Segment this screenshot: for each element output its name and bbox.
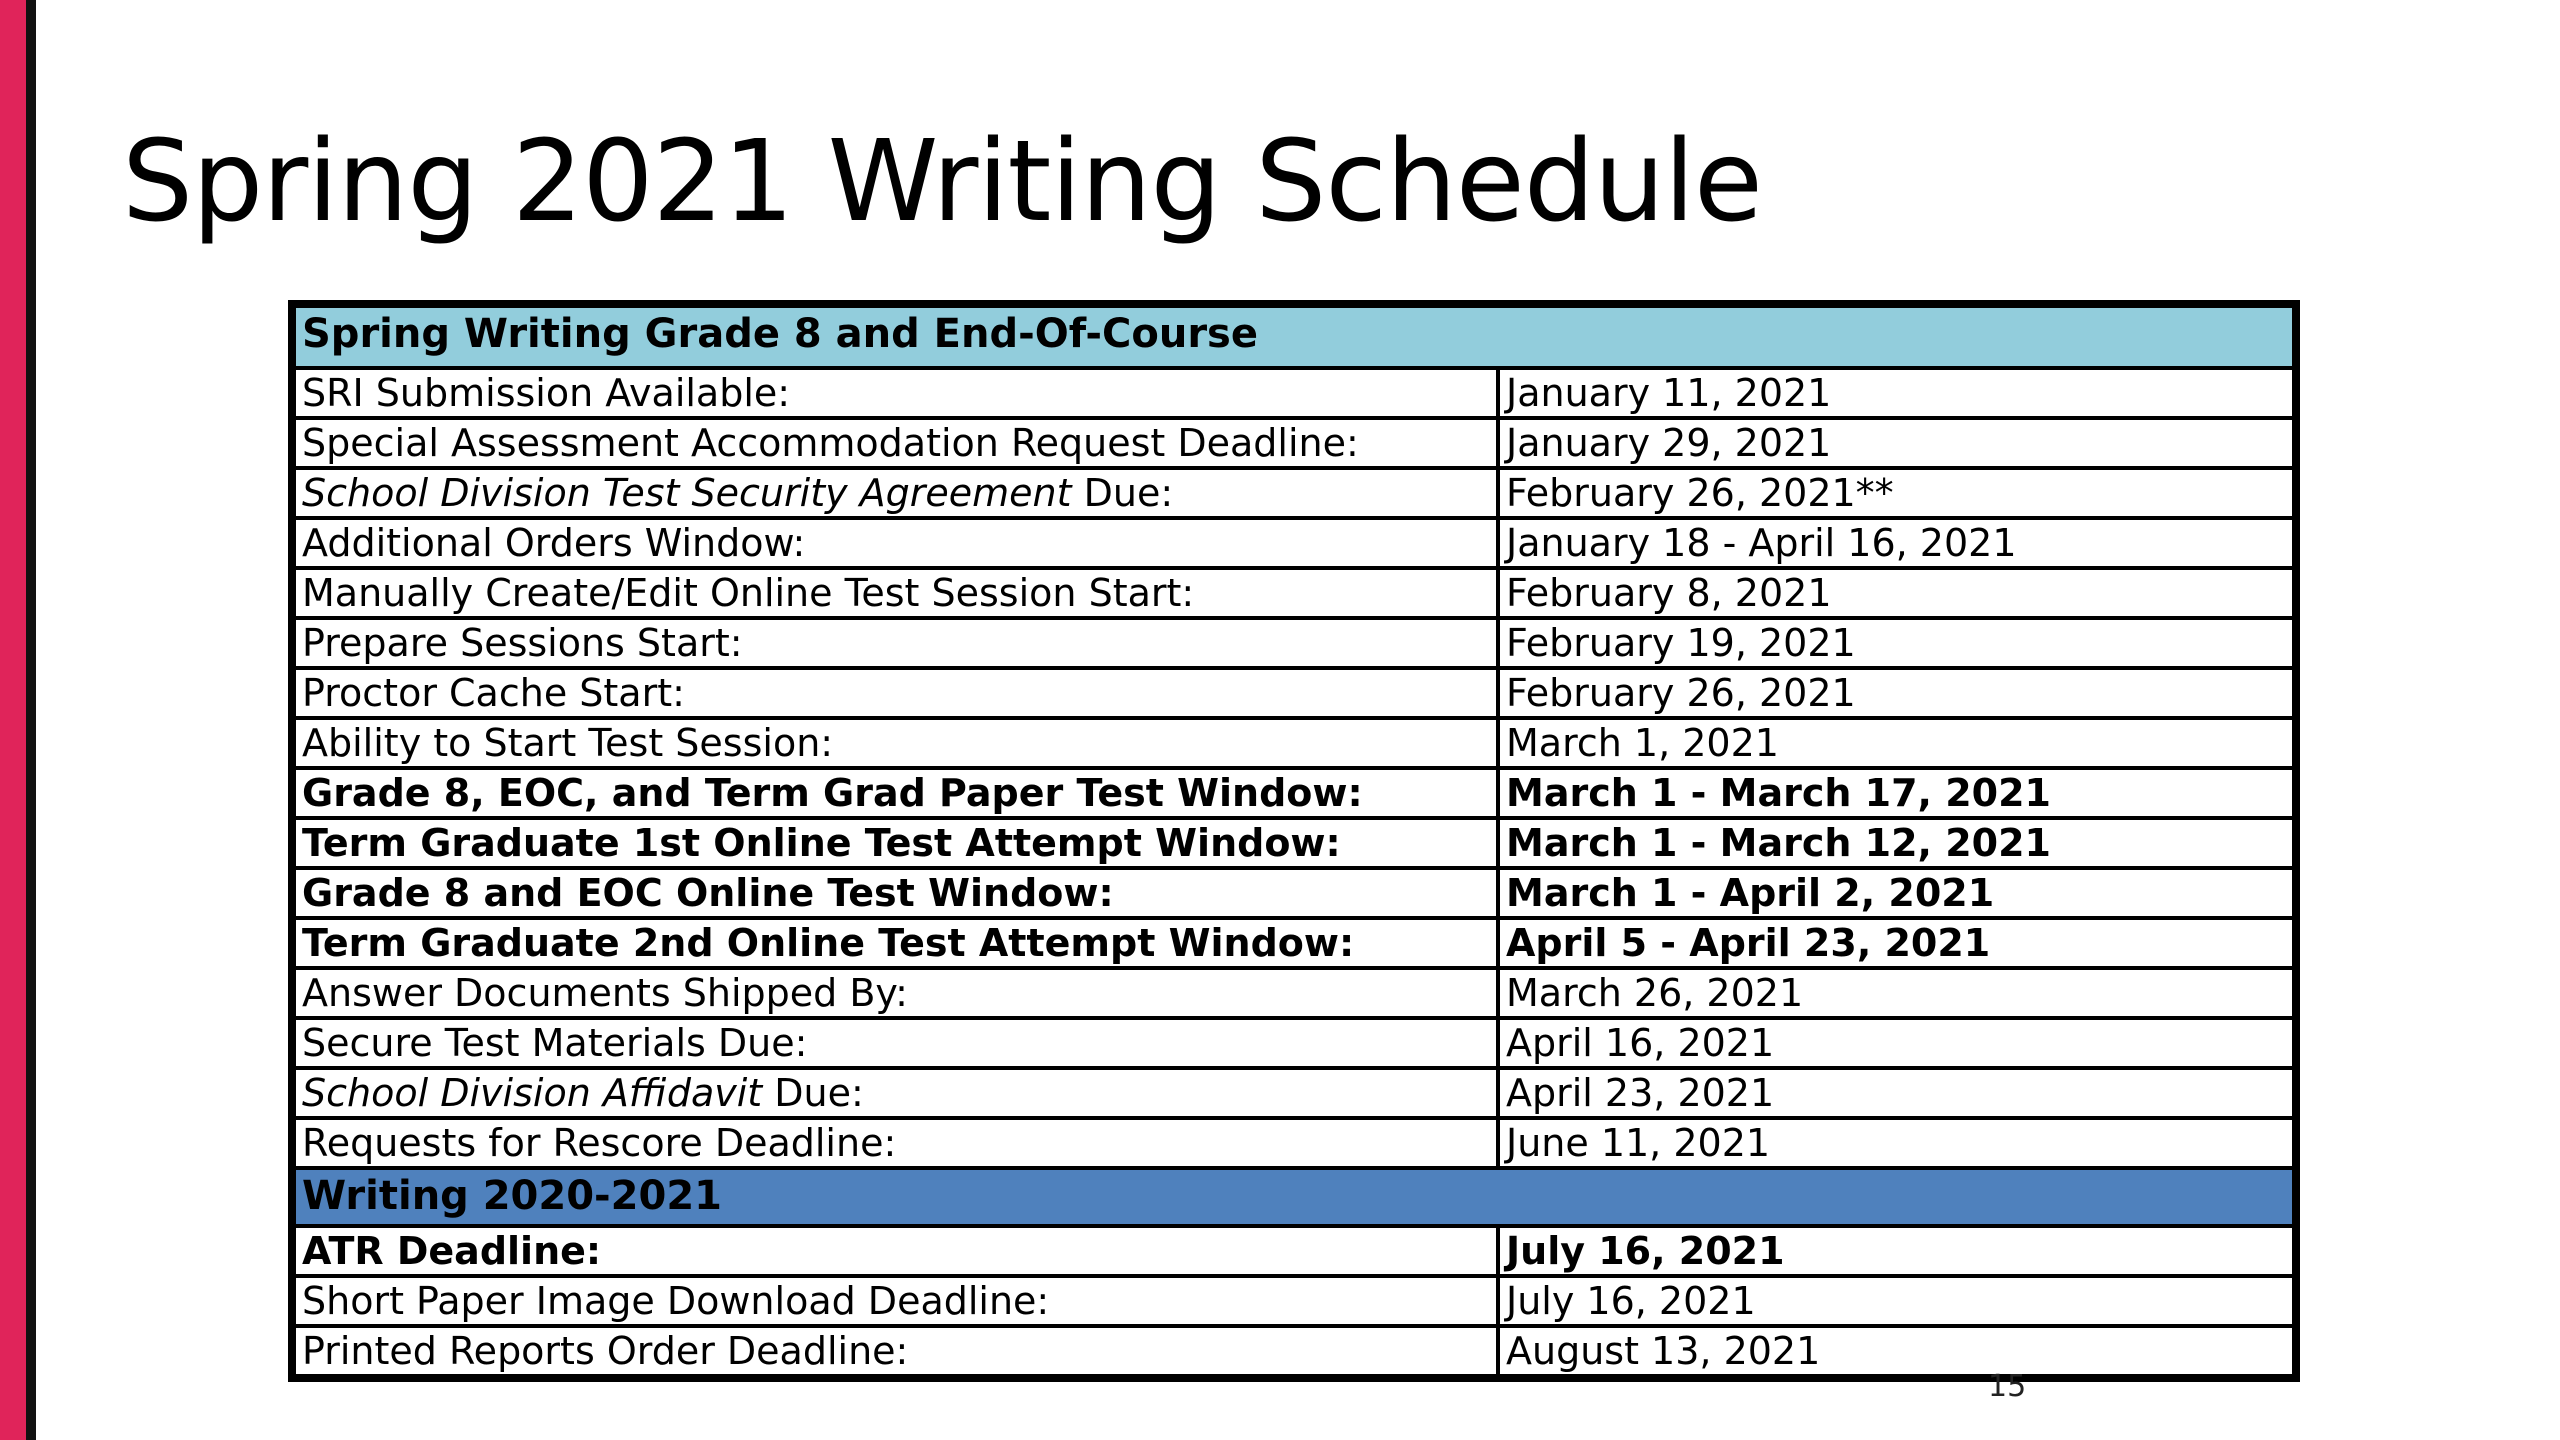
- row-label: [296, 1070, 1500, 1116]
- row-date: February 26, 2021: [1506, 671, 1856, 715]
- row-date: July 16, 2021: [1506, 1279, 1756, 1323]
- row-label: Manually Create/Edit Online Test Session Start:: [296, 570, 1500, 616]
- page-title: Spring 2021 Writing Schedule: [122, 117, 1762, 247]
- row-date: July 16, 2021: [1506, 1229, 1785, 1273]
- table-row: [296, 1066, 2292, 1116]
- table-row: [296, 1016, 2292, 1066]
- row-label: Answer Documents Shipped By:: [296, 970, 1500, 1016]
- row-date: February 26, 2021**: [1506, 471, 1894, 515]
- section-header-spring-writing: Spring Writing Grade 8 and End-Of-Course: [296, 308, 2292, 366]
- table-row: [296, 516, 2292, 566]
- table-row: [296, 416, 2292, 466]
- row-label: Term Graduate 2nd Online Test Attempt Window:: [296, 920, 1500, 966]
- row-label: Secure Test Materials Due:: [296, 1020, 1500, 1066]
- row-date: March 1 - March 12, 2021: [1506, 821, 2051, 865]
- row-label: Prepare Sessions Start:: [296, 620, 1500, 666]
- row-label-suffix: Due:: [762, 1071, 864, 1115]
- table-row: [296, 1324, 2292, 1374]
- row-date: March 1 - April 2, 2021: [1506, 871, 1995, 915]
- row-label: Additional Orders Window:: [296, 520, 1500, 566]
- row-label: Special Assessment Accommodation Request Deadline:: [296, 420, 1500, 466]
- table-row-highlighted: [296, 1224, 2292, 1274]
- row-label: Proctor Cache Start:: [296, 670, 1500, 716]
- table-row-highlighted: [296, 766, 2292, 816]
- section-header-writing-2020-2021: Writing 2020-2021: [296, 1166, 2292, 1224]
- row-label: Term Graduate 1st Online Test Attempt Window:: [296, 820, 1500, 866]
- table-row: [296, 966, 2292, 1016]
- row-label: Grade 8 and EOC Online Test Window:: [296, 870, 1500, 916]
- row-label: Requests for Rescore Deadline:: [296, 1120, 1500, 1166]
- table-row-highlighted: [296, 866, 2292, 916]
- table-row: [296, 1274, 2292, 1324]
- table-row: [296, 366, 2292, 416]
- row-date: February 8, 2021: [1506, 571, 1832, 615]
- row-date: January 29, 2021: [1506, 421, 1832, 465]
- row-label: SRI Submission Available:: [296, 370, 1500, 416]
- row-label: Printed Reports Order Deadline:: [296, 1328, 1500, 1374]
- table-row-highlighted: [296, 916, 2292, 966]
- page-number: 15: [1988, 1369, 2027, 1404]
- table-row: [296, 666, 2292, 716]
- row-date: January 11, 2021: [1506, 371, 1832, 415]
- row-date: April 5 - April 23, 2021: [1506, 921, 1991, 965]
- table-row: [296, 616, 2292, 666]
- row-date: January 18 - April 16, 2021: [1506, 521, 2017, 565]
- row-label-italic: School Division Test Security Agreement: [302, 471, 1072, 515]
- accent-bar-edge: [26, 0, 36, 1440]
- row-label-suffix: Due:: [1071, 471, 1174, 515]
- row-date: June 11, 2021: [1506, 1121, 1771, 1165]
- row-label: Short Paper Image Download Deadline:: [296, 1278, 1500, 1324]
- accent-bar: [0, 0, 26, 1440]
- row-label: Grade 8, EOC, and Term Grad Paper Test Window:: [296, 770, 1500, 816]
- schedule-table: [288, 300, 2300, 1382]
- row-label: Ability to Start Test Session:: [296, 720, 1500, 766]
- table-row: [296, 466, 2292, 516]
- table-row: [296, 1116, 2292, 1166]
- row-date: August 13, 2021: [1506, 1329, 1821, 1373]
- row-label-italic: School Division Affidavit: [302, 1071, 763, 1115]
- table-row: [296, 566, 2292, 616]
- row-label: ATR Deadline:: [296, 1228, 1500, 1274]
- row-date: March 1 - March 17, 2021: [1506, 771, 2051, 815]
- row-date: February 19, 2021: [1506, 621, 1856, 665]
- row-date: April 23, 2021: [1506, 1071, 1775, 1115]
- table-row-highlighted: [296, 816, 2292, 866]
- table-row: [296, 716, 2292, 766]
- row-date: March 26, 2021: [1506, 971, 1804, 1015]
- row-label: [296, 470, 1500, 516]
- row-date: March 1, 2021: [1506, 721, 1779, 765]
- row-date: April 16, 2021: [1506, 1021, 1775, 1065]
